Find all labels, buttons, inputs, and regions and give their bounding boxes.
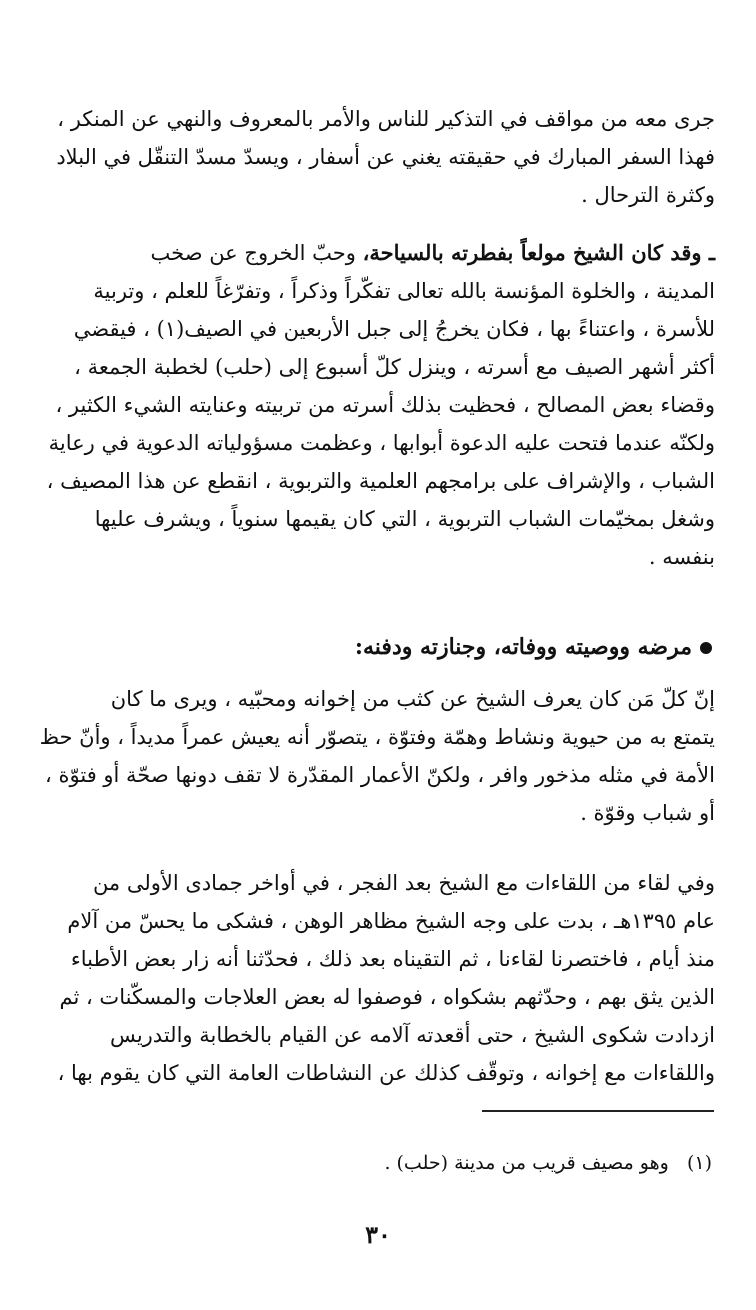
paragraph-line: المدينة ، والخلوة المؤنسة بالله تعالى تفكّراً وذكراً ، وتفرّغاً للعلم ، وتربية xyxy=(93,279,715,303)
bullet-icon xyxy=(700,642,712,654)
paragraph-line: ازدادت شكوى الشيخ ، حتى أقعدته آلامه عن القيام بالخطابة والتدريس xyxy=(110,1023,715,1047)
paragraph-line: الذين يثق بهم ، وحدّثهم بشكواه ، فوصفوا له بعض العلاجات والمسكّنات ، ثم xyxy=(59,985,715,1009)
paragraph-line: ولكنّه عندما فتحت عليه الدعوة أبوابها ، وعظمت مسؤولياته الدعوية في رعاية xyxy=(48,431,715,455)
paragraph-line: الشباب ، والإشراف على برامجهم العلمية والتربوية ، انقطع عن هذا المصيف ، xyxy=(46,469,715,493)
footnote xyxy=(112,1148,712,1178)
paragraph-line: الأمة في مثله مذخور وافر ، ولكنّ الأعمار المقدّرة لا تقف دونها صحّة أو فتوّة ، xyxy=(45,763,715,787)
paragraph-line: فهذا السفر المبارك في حقيقته يغني عن أسفار ، ويسدّ مسدّ التنقّل في البلاد xyxy=(56,145,715,169)
bold-lead-phrase: ـ وقد كان الشيخ مولعاً بفطرته بالسياحة، xyxy=(362,240,715,265)
paragraph-line: للأسرة ، واعتناءً بها ، فكان يخرجُ إلى جبل الأربعين في الصيف(١) ، فيقضي xyxy=(73,317,715,341)
paragraph-2 xyxy=(46,234,715,576)
paragraph-4 xyxy=(57,864,715,1092)
paragraph-line: وكثرة الترحال . xyxy=(581,183,715,207)
footnote-divider xyxy=(482,1110,714,1112)
paragraph-line: أو شباب وقوّة . xyxy=(580,801,715,825)
paragraph-line: جرى معه من مواقف في التذكير للناس والأمر بالمعروف والنهي عن المنكر ، xyxy=(57,107,715,131)
paragraph-line: وفي لقاء من اللقاءات مع الشيخ بعد الفجر ، في أواخر جمادى الأولى من xyxy=(92,871,715,895)
footnote-text: وهو مصيف قريب من مدينة (حلب) . xyxy=(384,1152,669,1174)
paragraph-line: وقضاء بعض المصالح ، فحظيت بذلك أسرته من تربيته وعنايته الشيء الكثير ، xyxy=(55,393,715,417)
paragraph-line: وشغل بمخيّمات الشباب التربوية ، التي كان يقيمها سنوياً ، ويشرف عليها xyxy=(94,507,715,531)
paragraph-line: يتمتع به من حيوية ونشاط وهمّة وفتوّة ، يتصوّر أنه يعيش عمراً مديداً ، وأنّ حظ xyxy=(39,725,715,749)
paragraph-line: واللقاءات مع إخوانه ، وتوقّف كذلك عن النشاطات العامة التي كان يقوم بها ، xyxy=(57,1061,715,1085)
page-number: ٣٠ xyxy=(365,1220,391,1249)
paragraph-line: منذ أيام ، فاختصرنا لقاءنا ، ثم التقيناه بعد ذلك ، فحدّثنا أنه زار بعض الأطباء xyxy=(70,947,715,971)
paragraph-line: عام ١٣٩٥هـ ، بدت على وجه الشيخ مظاهر الوهن ، فشكى ما يحسّ من آلام xyxy=(67,909,715,933)
paragraph-3 xyxy=(39,680,715,832)
paragraph-line: إنّ كلّ مَن كان يعرف الشيخ عن كثب من إخوانه ومحبّيه ، ويرى ما كان xyxy=(110,687,715,711)
paragraph-line: بنفسه . xyxy=(648,545,715,569)
section-heading xyxy=(112,628,712,666)
lead-continuation: وحبّ الخروج عن صخب xyxy=(150,241,363,265)
paragraph-line: أكثر أشهر الصيف مع أسرته ، وينزل كلّ أسبوع إلى (حلب) لخطبة الجمعة ، xyxy=(74,355,715,379)
footnote-marker: (١) xyxy=(686,1152,712,1174)
paragraph-line xyxy=(90,234,715,272)
paragraph-1 xyxy=(56,100,715,214)
section-heading-text: مرضه ووصيته ووفاته، وجنازته ودفنه: xyxy=(354,634,692,660)
